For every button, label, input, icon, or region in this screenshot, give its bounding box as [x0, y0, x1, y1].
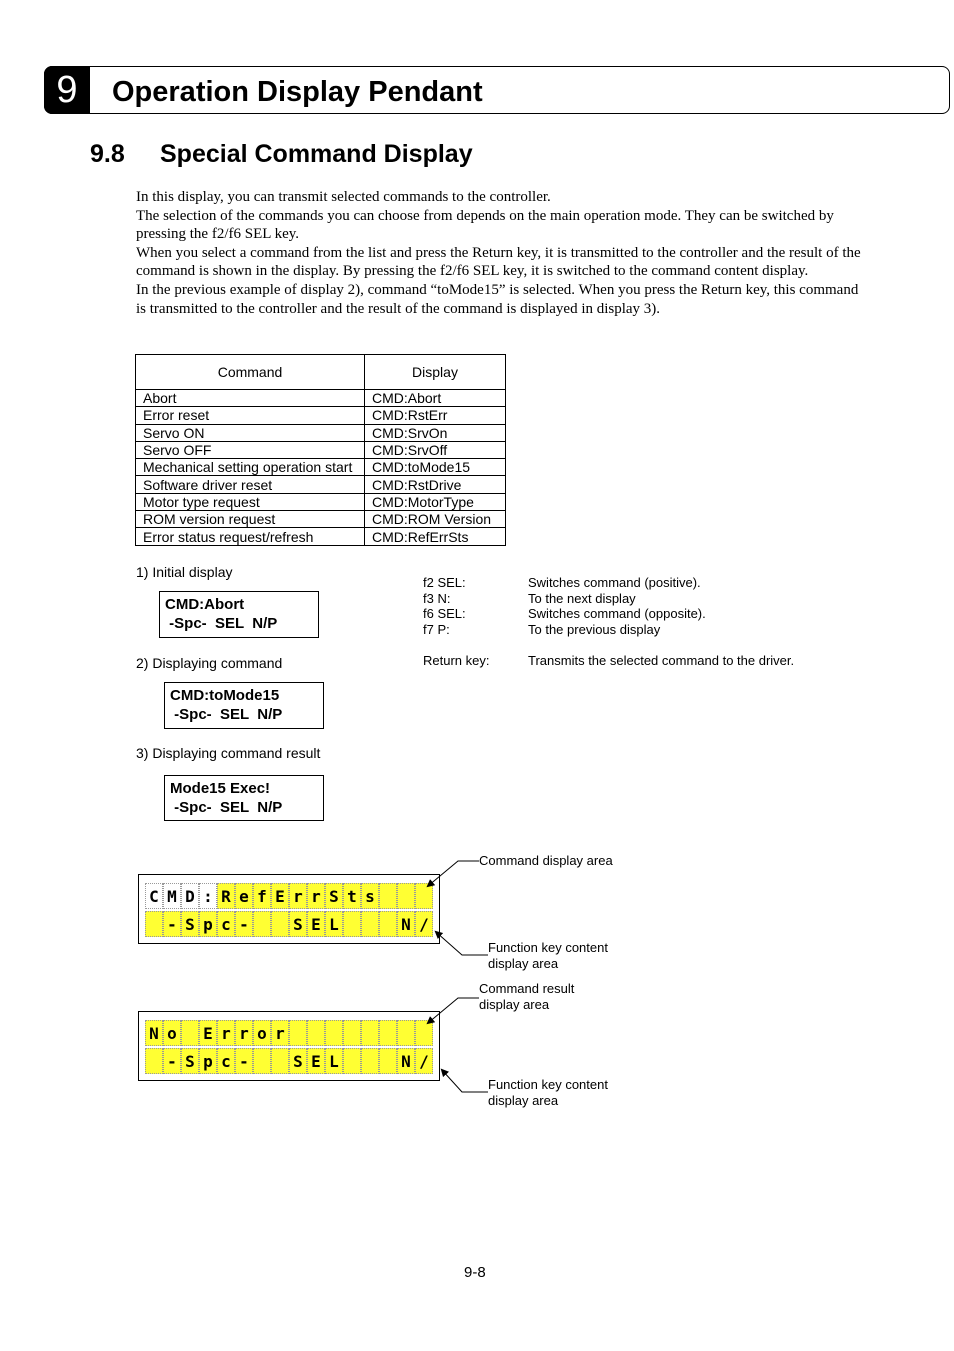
lcd-char-cell: S: [181, 1048, 199, 1074]
display-cell: CMD:SrvOff: [365, 441, 506, 458]
key-desc: To the previous display: [528, 621, 661, 637]
command-cell: Motor type request: [136, 493, 365, 510]
key-desc: To the next display: [528, 590, 636, 606]
lcd-char-cell: -: [163, 911, 181, 937]
lcd-char-cell: e: [235, 883, 253, 909]
intro-paragraph: When you select a command from the list and press the Return key, it is transmitted to the controller and the result of the command is shown in the display. By pressing the f2/f6 SEL key, it is switched to the command content display.: [136, 244, 861, 280]
lcd-char-cell: /: [415, 1048, 433, 1074]
lcd-char-cell: r: [217, 1020, 235, 1046]
callout-command-display-area: Command display area: [479, 853, 613, 868]
leader-line: [442, 1070, 488, 1092]
callout-function-key-area: Function key content display area: [488, 940, 608, 971]
lcd-char-cell: c: [217, 1048, 235, 1074]
lcd-char-cell: M: [163, 883, 181, 909]
section-heading: Special Command Display: [160, 140, 473, 168]
lcd-char-cell: r: [307, 883, 325, 909]
lcd-char-cell: C: [145, 883, 163, 909]
key-name: f7 P:: [423, 621, 450, 637]
key-desc: Switches command (opposite).: [528, 606, 706, 621]
lcd-char-cell: s: [361, 883, 379, 909]
lcd-char-cell: f: [253, 883, 271, 909]
display-line: -Spc- SEL N/P: [170, 706, 283, 723]
lcd-char-cell: E: [307, 911, 325, 937]
key-desc: Switches command (positive).: [528, 575, 701, 590]
lcd-char-cell: L: [325, 1048, 343, 1074]
lcd-char-cell: S: [289, 1048, 307, 1074]
key-name: f6 SEL:: [423, 606, 466, 621]
lcd-char-cell: N: [397, 1048, 415, 1074]
lcd-char-cell: r: [235, 1020, 253, 1046]
lcd-char-cell: /: [415, 911, 433, 937]
display-cell: CMD:MotorType: [365, 493, 506, 510]
intro-paragraph: In this display, you can transmit selected commands to the controller.: [136, 189, 551, 205]
display-cell: CMD:toMode15: [365, 459, 506, 476]
lcd-char-cell: p: [199, 911, 217, 937]
display-line: CMD:Abort: [165, 596, 245, 613]
key-desc: Transmits the selected command to the driver.: [528, 653, 795, 668]
display-cell: CMD:RstErr: [365, 407, 506, 424]
lcd-char-cell: N: [397, 911, 415, 937]
display-line: CMD:toMode15: [170, 687, 280, 704]
lcd-char-cell: r: [289, 883, 307, 909]
lcd-char-cell: S: [325, 883, 343, 909]
display-cell: CMD:RefErrSts: [365, 528, 506, 545]
key-name: Return key:: [423, 653, 490, 668]
command-cell: Abort: [136, 390, 365, 407]
lcd-char-cell: R: [217, 883, 235, 909]
command-cell: ROM version request: [136, 511, 365, 528]
command-cell: Error status request/refresh: [136, 528, 365, 545]
command-cell: Servo OFF: [136, 441, 365, 458]
column-header-display: Display: [365, 355, 506, 390]
leader-line: [436, 932, 488, 955]
lcd-char-cell: N: [145, 1020, 163, 1046]
column-header-command: Command: [136, 355, 365, 390]
display-cell: CMD:Abort: [365, 390, 506, 407]
lcd-char-cell: o: [163, 1020, 181, 1046]
command-cell: Mechanical setting operation start: [136, 459, 365, 476]
lcd-char-cell: D: [181, 883, 199, 909]
lcd-char-cell: t: [343, 883, 361, 909]
display-line: -Spc- SEL N/P: [170, 799, 283, 816]
display-line: Mode15 Exec!: [170, 780, 271, 797]
page-number: 9-8: [464, 1264, 486, 1281]
intro-paragraph: The selection of the commands you can choose from depends on the main operation mode. They can be switched by pressing the f2/f6 SEL key.: [136, 207, 834, 243]
intro-paragraph: In the previous example of display 2), command “toMode15” is selected. When you press the Return key, this command is transmitted to the controller and the result of the command is displayed in display 3).: [136, 281, 859, 317]
command-cell: Error reset: [136, 407, 365, 424]
lcd-char-cell: o: [253, 1020, 271, 1046]
lcd-char-cell: p: [199, 1048, 217, 1074]
key-name: f2 SEL:: [423, 575, 466, 590]
lcd-char-cell: E: [307, 1048, 325, 1074]
leader-line: [428, 998, 479, 1023]
display-cell: CMD:ROM Version: [365, 511, 506, 528]
lcd-char-cell: -: [235, 1048, 253, 1074]
lcd-char-cell: :: [199, 883, 217, 909]
lcd-char-cell: S: [181, 911, 199, 937]
callout-function-key-area: Function key content display area: [488, 1077, 608, 1108]
lcd-char-cell: L: [325, 911, 343, 937]
command-cell: Servo ON: [136, 424, 365, 441]
display-label-result: 3) Displaying command result: [136, 745, 321, 761]
display-label-command: 2) Displaying command: [136, 655, 283, 671]
lcd-char-cell: E: [271, 883, 289, 909]
lcd-char-cell: r: [271, 1020, 289, 1046]
key-name: f3 N:: [423, 590, 451, 606]
section-number: 9.8: [90, 140, 125, 168]
lcd-char-cell: c: [217, 911, 235, 937]
display-cell: CMD:SrvOn: [365, 424, 506, 441]
display-line: -Spc- SEL N/P: [165, 615, 278, 632]
lcd-char-cell: -: [235, 911, 253, 937]
callout-command-result-area: Command result display area: [479, 981, 575, 1012]
lcd-char-cell: E: [199, 1020, 217, 1046]
display-label-initial: 1) Initial display: [136, 564, 233, 580]
display-cell: CMD:RstDrive: [365, 476, 506, 493]
lcd-char-cell: S: [289, 911, 307, 937]
lcd-char-cell: -: [163, 1048, 181, 1074]
chapter-number: 9: [44, 66, 90, 114]
command-cell: Software driver reset: [136, 476, 365, 493]
leader-line: [428, 861, 479, 886]
chapter-title: Operation Display Pendant: [112, 76, 483, 108]
